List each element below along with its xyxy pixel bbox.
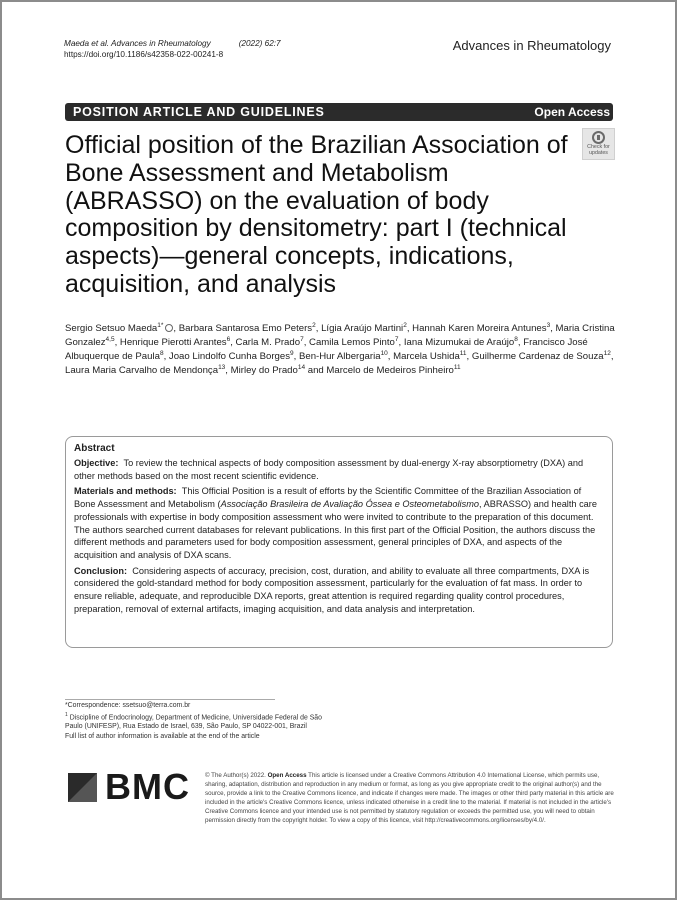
license-notice — [205, 771, 620, 826]
author-name[interactable]: Francisco José Albuquerque de Paula — [65, 337, 588, 362]
running-header — [64, 38, 281, 60]
author-affiliation: 14 — [297, 363, 306, 371]
check-for-updates-icon — [592, 131, 605, 144]
abstract-conclusion — [74, 565, 604, 616]
affiliation-number: 1 — [65, 711, 68, 718]
abstract-methods — [74, 485, 604, 561]
objective-label: Objective: — [74, 458, 119, 468]
author-affiliation: 1* — [157, 321, 164, 329]
citation — [64, 38, 281, 49]
citation-volume: (2022) 62:7 — [238, 39, 281, 48]
author-list: Sergio Setsuo Maeda$^{1*}$ , Barbara Santarosa Emo Peters$^2$, Lígia Araújo Martini$^2$, Hannah Karen Moreira Antunes$^3$, Maria Cristina Gonzalez$^{4,5}$, Henrique Pierotti Arantes$^6$, Carla M. Prado$^7$, Camila Lemos Pinto$^7$, Iana Mizumukai de Araújo$^8$, Francisco José Albuquerque de Paula$^8$, Joao Lindolfo Cunha Borges$^9$, Ben-Hur Albergaria$^{10}$, Marcela Ushida$^{11}$, Guilherme Cardenaz de Souza$^{12}$, Laura Maria Carvalho de Mendonça$^{13}$, Mirley do Prado$^{14}$ and Marcelo de Medeiros Pinheiro$^{11}$ — [65, 321, 615, 376]
conclusion-label: Conclusion: — [74, 565, 128, 576]
author-name[interactable]: Ben-Hur Albergaria — [298, 351, 381, 362]
abstract-heading: Abstract — [74, 443, 115, 454]
objective-text: To review the technical aspects of body composition assessment by dual-energy X-ray absorptiometry (DXA) and other methods based on the most recent scientific evidence. — [74, 458, 584, 481]
methods-text-a: This Official Position is a result of efforts by the Scientific Committee of the Brazilian Association of Bone Assessment and Metabolism ( — [74, 486, 582, 510]
methods-label: Materials and methods: — [74, 486, 177, 497]
author-affiliation: 8 — [514, 335, 518, 343]
author-affiliation: 2 — [403, 321, 407, 329]
check-line2: updates — [589, 149, 608, 156]
footnote-divider — [65, 699, 275, 700]
affiliation-text: Discipline of Endocrinology, Department of Medicine, Universidade Federal de São Paulo (UNIFESP), Rua Estado de Israel, 639, São Paulo, SP 04022-001, Brazil — [65, 713, 322, 731]
author-name[interactable]: Hannah Karen Moreira Antunes — [412, 323, 547, 334]
author-name[interactable]: Joao Lindolfo Cunha Borges — [168, 351, 290, 362]
affiliation — [65, 711, 335, 732]
article-type-banner — [65, 103, 613, 121]
footnotes — [65, 701, 335, 742]
author-name[interactable]: Marcelo de Medeiros Pinheiro — [326, 365, 454, 376]
author-affiliation: 3 — [546, 321, 551, 329]
author-name[interactable]: Lígia Araújo Martini — [321, 323, 404, 334]
author-affiliation: 11 — [453, 363, 461, 371]
author-name[interactable]: Sergio Setsuo Maeda — [65, 323, 158, 334]
author-name[interactable]: Carla M. Prado — [235, 337, 301, 348]
author-affiliation: 6 — [226, 335, 231, 343]
license-text: This article is licensed under a Creative Commons Attribution 4.0 International License, which permits use, sharing, adaptation, distribution and reproduction in any medium or format, as long as you give appropriate credit to the original author(s) and the source, provide a link to the Creative Commons licence, and indicate if changes were made. The images or other third party material in this article are included in the article's Creative Commons licence, unless indicated otherwise in a credit line to the material. If material is not included in the article's Creative Commons licence and your intended use is not permitted by statutory regulation or exceeds the permitted use, you will need to obtain permission directly from the copyright holder. To view a copy of this licence, visit — [205, 772, 614, 825]
author-affiliation: 12 — [603, 349, 611, 357]
author-name[interactable]: Maria Cristina Gonzalez — [65, 323, 615, 348]
open-access-label: Open Access — [534, 105, 610, 119]
author-affiliation: 4,5 — [105, 335, 115, 343]
full-author-info-note: Full list of author information is available at the end of the article — [65, 733, 260, 741]
conclusion-text: Considering aspects of accuracy, precision, cost, duration, and ability to evaluate all three compartments, DXA is considered the gold-standard method for body composition assessment, particularly for the evaluation of fat mass. In order to ensure reliable, adequate, and reproducible DXA reports, great attention is required regarding quality control procedures, preparation, removal of external artifacts, imaging acquisition, and data analysis and interpretation. — [74, 565, 590, 614]
bmc-logo-square-icon — [68, 773, 97, 802]
article-type: POSITION ARTICLE AND GUIDELINES — [73, 105, 325, 119]
copyright: © The Author(s) 2022. — [205, 772, 268, 779]
bmc-logo — [68, 766, 190, 807]
license-url[interactable]: http://creativecommons.org/licenses/by/4.0/ — [424, 817, 544, 825]
abstract-objective — [74, 457, 604, 482]
author-name[interactable]: Barbara Santarosa Emo Peters — [178, 323, 313, 334]
author-affiliation: 7 — [300, 335, 304, 343]
bmc-logo-text: BMC — [105, 766, 190, 807]
author-name[interactable]: Guilherme Cardenaz de Souza — [471, 351, 604, 362]
citation-authors: Maeda et al. Advances in Rheumatology — [64, 39, 211, 48]
author-affiliation: 10 — [380, 349, 388, 357]
author-affiliation: 8 — [159, 349, 164, 357]
author-name[interactable]: Henrique Pierotti Arantes — [119, 337, 227, 348]
correspondence: *Correspondence: ssetsuo@terra.com.br — [65, 702, 191, 709]
author-name[interactable]: Mirley do Prado — [230, 365, 298, 376]
abstract-box — [65, 436, 613, 648]
author-affiliation: 2 — [312, 321, 316, 329]
license-end: . — [543, 817, 546, 825]
license-open-access: Open Access — [267, 772, 307, 779]
author-name[interactable]: Laura Maria Carvalho de Mendonça — [65, 365, 219, 376]
author-affiliation: 7 — [394, 335, 399, 343]
author-name[interactable]: Iana Mizumukai de Araújo — [403, 337, 515, 348]
author-affiliation: 9 — [290, 349, 294, 357]
author-name[interactable]: Camila Lemos Pinto — [309, 337, 395, 348]
author-name[interactable]: Marcela Ushida — [393, 351, 460, 362]
methods-text-b: , ABRASSO) and health care professionals with expertise in body composition assessment who were invited to contribute to the preparation of this document. The authors searched current databases for relevant publications. In this first part of the Official Position, the authors discuss the different methods and parameters used for body composition assessment, general principles of DXA, and aspects of the acquisition and analysis of DXA scans. — [74, 499, 597, 560]
journal-name: Advances in Rheumatology — [452, 38, 611, 53]
methods-text-italic: Associação Brasileira de Avaliação Óssea e Osteometabolismo — [220, 499, 479, 510]
article-title: Official position of the Brazilian Association of Bone Assessment and Metabolism (ABRASSO) on the evaluation of body composition by densitometry: part I (technical aspects)—general concepts, indications, acquisition, and analysis — [65, 131, 568, 298]
author-affiliation: 11 — [459, 349, 467, 357]
check-for-updates-button[interactable] — [582, 128, 615, 160]
check-line1: Check for — [587, 144, 610, 150]
author-affiliation: 13 — [218, 363, 226, 371]
doi-link[interactable]: https://doi.org/10.1186/s42358-022-00241-8 — [64, 50, 224, 59]
